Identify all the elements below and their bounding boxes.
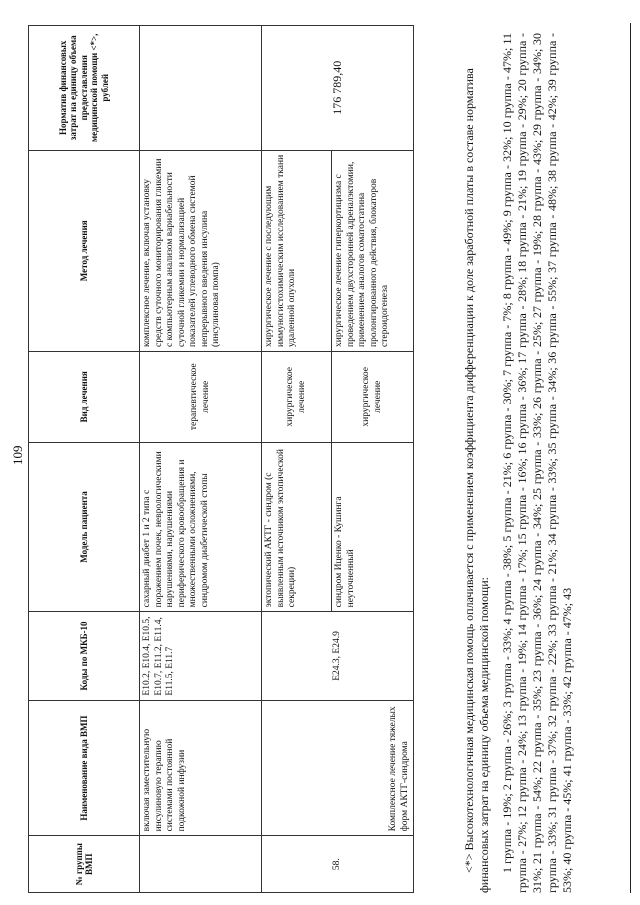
- table-row: [262, 26, 332, 893]
- cell-name: включая заместительную инсулиновую терапию системами постоянной подкожной инфузии: [140, 700, 262, 836]
- cell-type: терапевтическое лечение: [140, 352, 262, 443]
- cell-codes: E24.3, E24.9: [262, 612, 414, 700]
- page-number: 109: [10, 445, 25, 465]
- cell-method: хирургическое лечение гиперкортицизма с проведением двухсторонней адреналэктомии, применением аналогов соматостатина пролонгированного действия, блокаторов стероидогенеза: [332, 150, 414, 351]
- cell-type: хирургическое лечение: [332, 352, 414, 443]
- cell-codes: E10.2, E10.4, E10.5, E10.7, E11.2, E11.4, E11.5, E11.7: [140, 612, 262, 700]
- cell-model: сахарный диабет 1 и 2 типа с поражением почек, неврологическими нарушениями, нарушениями периферического кровообращения и множественными осложнениями, синдромом диабетической стопы: [140, 442, 262, 612]
- header-model: Модель пациента: [29, 442, 140, 612]
- header-codes: Коды по МКБ-10: [29, 612, 140, 700]
- cell-method: комплексное лечение, включая установку средств суточного мониторирования гликемии с компьютерным анализом вариабельности суточной гликемии и нормализацией показателей углеводного обмена системой непрерывного введения инсулина (инсулиновая помпа): [140, 150, 262, 351]
- table-row: [140, 26, 262, 893]
- cell-type: хирургическое лечение: [262, 352, 332, 443]
- cell-group: 58.: [262, 836, 414, 893]
- cell-group: [140, 836, 262, 893]
- groups-coefficients: 1 группа - 19%; 2 группа - 26%; 3 группа - 33%; 4 группа - 38%; 5 группа - 21%; 6 группа - 30%; 7 группа - 7%; 8 группа - 49%; 9 группа - 32%; 10 группа - 47%; 11 группа - 27%; 12 группа - 24%; 13 группа - 19%; 14 группа - 17%; 15 группа - 16%; 16 группа - 36%; 17 группа - 28%; 18 группа - 21%; 19 группа - 29%; 20 группа - 31%; 21 группа - 54%; 22 группа - 35%; 23 группа - 36%; 24 группа - 34%; 25 группа - 33%; 26 группа - 25%; 27 группа - 19%; 28 группа - 43%; 29 группа - 34%; 30 группа - 33%; 31 группа - 37%; 32 группа - 22%; 33 группа - 21%; 34 группа - 33%; 35 группа - 34%; 36 группа - 55%; 37 группа - 48%; 38 группа - 42%; 39 группа - 53%; 40 группа - 45%; 41 группа - 33%; 42 группа - 47%; 43: [500, 33, 574, 893]
- header-type: Вид лечения: [29, 352, 140, 443]
- header-group: № группы ВМП: [29, 836, 140, 893]
- cell-model: эктопический АКТГ - синдром (с выявленным источником эктопической секреции): [262, 442, 332, 612]
- cell-model: синдром Иценко - Кушинга неуточненный: [332, 442, 414, 612]
- header-name: Наименование вида ВМП: [29, 700, 140, 836]
- bottom-rule: [630, 23, 631, 893]
- header-cost: Норматив финансовых затрат на единицу объема предоставления медицинской помощи <*>, рублей: [29, 26, 140, 151]
- footnote: <*> Высокотехнологичная медицинская помощь оплачивается с применением коэффициента дифференциации к доле заработной платы в составе норматива финансовых затрат на единицу объема медицинской помощи:: [462, 68, 491, 893]
- vmp-table: [28, 25, 414, 893]
- cell-cost: [140, 26, 262, 151]
- cell-method: хирургическое лечение с последующим иммуногистохимическим исследованием ткани удаленной опухоли: [262, 150, 332, 351]
- header-method: Метод лечения: [29, 150, 140, 351]
- table-header-row: [29, 26, 140, 893]
- cell-cost: 176 789,40: [262, 26, 414, 151]
- cell-name: Комплексное лечение тяжелых форм АКТГ-синдрома: [262, 700, 414, 836]
